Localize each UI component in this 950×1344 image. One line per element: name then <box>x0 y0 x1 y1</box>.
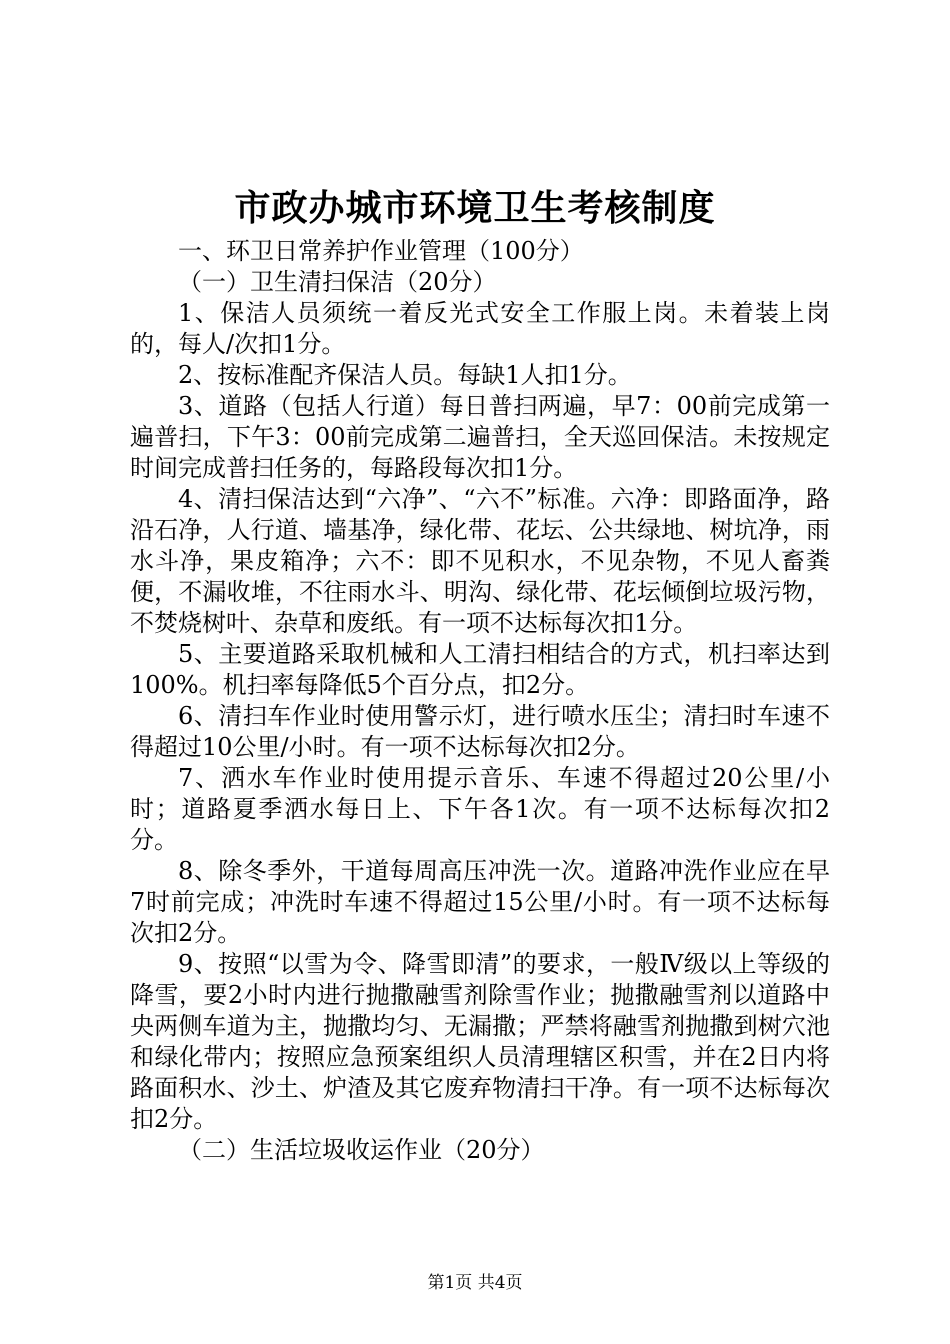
page-number: 第1页 共4页 <box>427 1273 523 1293</box>
document-title: 市政办城市环境卫生考核制度 <box>234 187 716 229</box>
rule-item: 7、洒水车作业时使用提示音乐、车速不得超过20公里/小时；道路夏季洒水每日上、下午各1次。有一项不达标每次扣2分。 <box>130 764 830 854</box>
rule-item: 4、清扫保洁达到“六净”、“六不”标准。六净：即路面净，路沿石净，人行道、墙基净，绿化带、花坛、公共绿地、树坑净，雨水斗净，果皮箱净；六不：即不见积水，不见杂物，不见人畜粪便，不漏收堆，不往雨水斗、明沟、绿化带、花坛倾倒垃圾污物，不焚烧树叶、杂草和废纸。有一项不达标每次扣1分。 <box>130 485 830 637</box>
rule-item: 6、清扫车作业时使用警示灯，进行喷水压尘；清扫时车速不得超过10公里/小时。有一项不达标每次扣2分。 <box>130 702 830 761</box>
subsection-heading: （一）卫生清扫保洁（20分） <box>178 268 497 296</box>
rule-item: 2、按标准配齐保洁人员。每缺1人扣1分。 <box>178 361 632 389</box>
rule-item: 3、道路（包括人行道）每日普扫两遍，早7：00前完成第一遍普扫，下午3：00前完成第二遍普扫，全天巡回保洁。未按规定时间完成普扫任务的，每路段每次扣1分。 <box>130 392 830 482</box>
subsection-heading: （二）生活垃圾收运作业（20分） <box>178 1136 545 1164</box>
rule-item: 1、保洁人员须统一着反光式安全工作服上岗。未着装上岗的，每人/次扣1分。 <box>130 299 830 358</box>
rule-item: 9、按照“以雪为令、降雪即清”的要求，一般Ⅳ级以上等级的降雪，要2小时内进行抛撒融雪剂除雪作业；抛撒融雪剂以道路中央两侧车道为主，抛撒均匀、无漏撒；严禁将融雪剂抛撒到树穴池和绿化带内；按照应急预案组织人员清理辖区积雪，并在2日内将路面积水、沙土、炉渣及其它废弃物清扫干净。有一项不达标每次扣2分。 <box>130 950 830 1133</box>
section-heading: 一、环卫日常养护作业管理（100分） <box>178 237 584 265</box>
rule-item: 8、除冬季外，干道每周高压冲洗一次。道路冲洗作业应在早7时前完成；冲洗时车速不得超过15公里/小时。有一项不达标每次扣2分。 <box>130 857 830 947</box>
document-body <box>130 236 830 1166</box>
rule-item: 5、主要道路采取机械和人工清扫相结合的方式，机扫率达到100%。机扫率每降低5个百分点，扣2分。 <box>130 640 830 699</box>
